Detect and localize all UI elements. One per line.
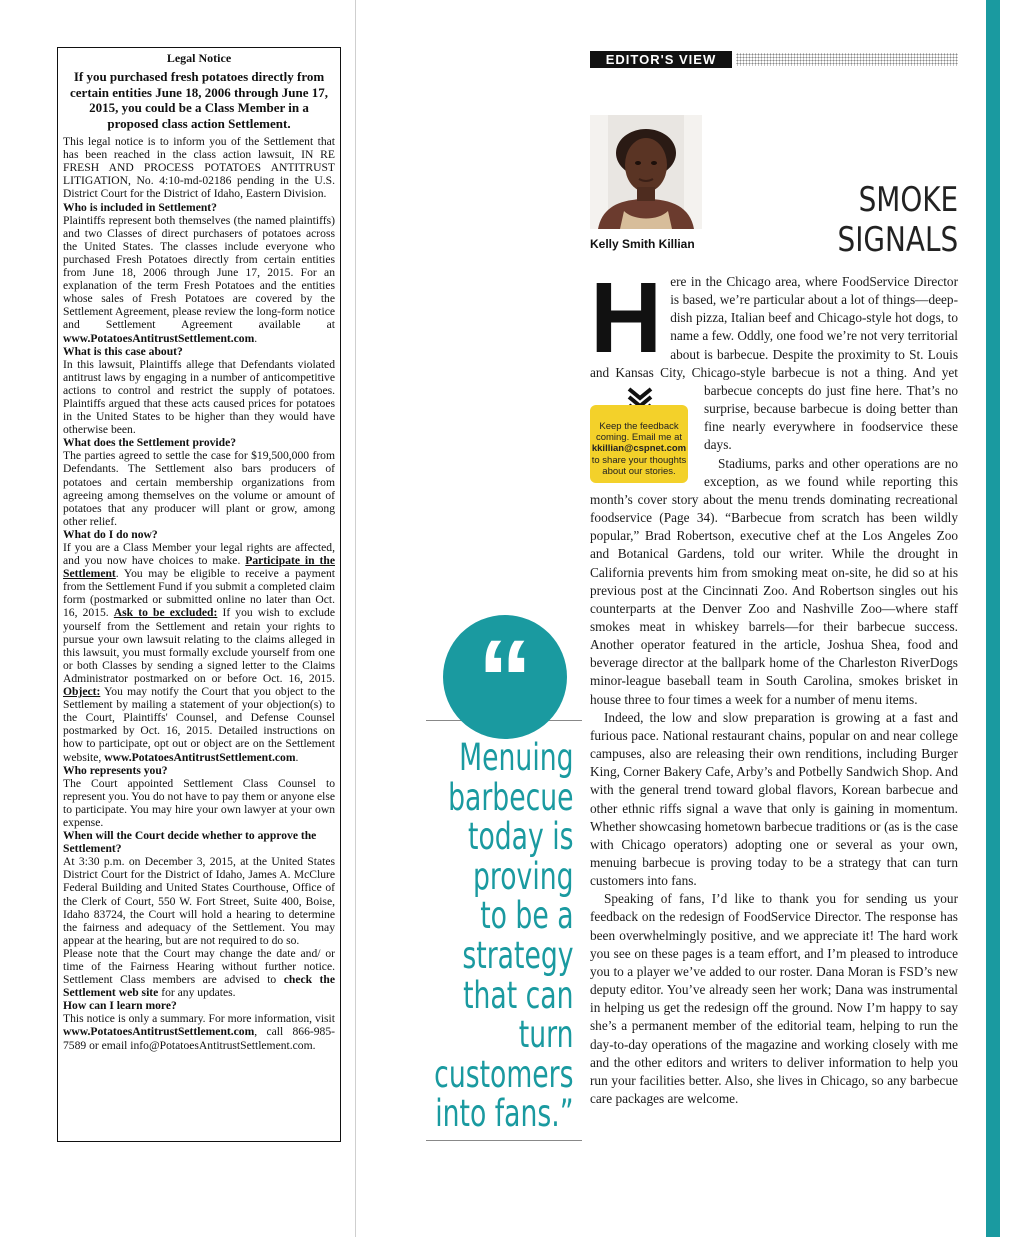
legal-question: What is this case about? bbox=[63, 344, 183, 358]
legal-notice-title: If you purchased fresh potatoes directly from certain entities June 18, 2006 through June 17, 2015, you could be a Class Member in a proposed class action Settlement. bbox=[70, 69, 328, 131]
legal-answer: In this lawsuit, Plaintiffs allege that Defendants violated antitrust laws by engaging in a number of anticompetitive actions to control and restrict the supply of potatoes. Plaintiffs argued that these acts caused prices for potatoes in the United States to be higher than they would have otherwise been. bbox=[63, 357, 335, 437]
settlement-link: www.PotatoesAntitrustSettlement.com bbox=[63, 331, 255, 345]
legal-answer: Plaintiffs represent both themselves (the named plaintiffs) and two Classes of direct purchasers of potatoes across the United States. The classes include everyone who purchased Fresh Potatoes directly from certain entities from June 18, 2006 through June 17, 2015. For an explanation of the term Fresh Potatoes and the entities whose sales of Fresh Potatoes are covered by the Settlement Agreement, please review the long-form notice and Settlement Agreement available at www.PotatoesAntitrustSettlement.com. bbox=[63, 213, 335, 345]
author-photo bbox=[590, 115, 702, 229]
accent-stripe bbox=[986, 0, 1000, 1237]
legal-answer: Please note that the Court may change the date and/ or time of the Fairness Hearing without further notice. Settlement Class members are advised to check the Settlement web site for any updates. bbox=[63, 946, 336, 1000]
legal-question: What do I do now? bbox=[63, 527, 158, 541]
participate-label: Participate in the Settlement bbox=[63, 554, 335, 581]
legal-question: Who represents you? bbox=[63, 763, 168, 777]
section-label: EDITOR'S VIEW bbox=[590, 51, 732, 68]
pull-quote-line: today is bbox=[468, 815, 574, 859]
feedback-email[interactable]: kkillian@cspnet.com bbox=[591, 443, 687, 455]
author-name: Kelly Smith Killian bbox=[590, 237, 695, 251]
page-gutter-line bbox=[355, 0, 356, 1237]
object-label: Object: bbox=[63, 685, 101, 699]
legal-answer: If you are a Class Member your legal rights are affected, and you now have choices to make. Participate in the Settlement. You may be eligible to receive a payment from the Settlement Fund if you submit a completed claim form (postmarked or submitted online no later than Oct. 16, 2015. Ask to be excluded: If you wish to exclude yourself from the Settlement and retain your rights to pursue your own lawsuit relating to the claims alleged in this lawsuit, you must formally exclude yourself from one or both Classes by sending a signed letter to the Claims Administrator postmarked on or before Oct. 16, 2015. Object: You may notify the Court that you object to the Settlement by mailing a statement of your objection(s) to the Court, Plaintiffs' Counsel, and Defense Counsel postmarked by Oct. 16, 2015. Detailed instructions on how to participate, opt out or object are on the Settlement website, www.PotatoesAntitrustSettlement.com. bbox=[63, 541, 335, 764]
pull-quote-line: to be a bbox=[480, 894, 574, 938]
legal-intro: This legal notice is to inform you of the Settlement that has been reached in the class action lawsuit, IN RE FRESH AND PROCESS POTATOES ANTITRUST LITIGATION, No. 4:10-md-02186 pending in the U.S. District Court for the District of Idaho, Eastern Division. bbox=[63, 135, 335, 201]
pull-quote-line: proving bbox=[473, 854, 574, 898]
article-headline bbox=[837, 180, 958, 260]
article-body bbox=[590, 262, 958, 1108]
article-paragraph: Indeed, the low and slow preparation is growing at a fast and furious pace. National restaurant chains, popular on and near college campuses, also are releasing their own renditions, including Burger King, Corner Bakery Cafe, Arby’s and Potbelly Sandwich Shop. And with the general trend toward global flavors, Korean barbecue and other ethnic riffs signal a wave that only is gaining in momentum. Whether showcasing hometown barbecue traditions or (as is the case with Chicago operators) adopting one or several as your own, menuing barbecue is proving today to be a strategy that can turn customers into fans. bbox=[590, 709, 958, 889]
pull-quote bbox=[435, 738, 574, 1134]
legal-notice bbox=[57, 47, 341, 1142]
dotted-rule bbox=[736, 53, 958, 66]
pull-quote-line: strategy bbox=[462, 933, 574, 977]
drop-cap: H bbox=[590, 262, 663, 374]
pull-quote-line: barbecue bbox=[448, 775, 574, 819]
headline-line: SIGNALS bbox=[837, 220, 958, 260]
settlement-link: www.PotatoesAntitrustSettlement.com bbox=[104, 750, 296, 764]
callout-box: Keep the feedback coming. Email me at kkillian@cspnet.com to share your thoughts about our stories. bbox=[590, 405, 688, 483]
pull-quote-line: that can bbox=[463, 973, 574, 1017]
pull-quote-line: turn bbox=[519, 1013, 574, 1057]
exclude-label: Ask to be excluded: bbox=[113, 606, 218, 620]
legal-question: Who is included in Settlement? bbox=[63, 200, 217, 214]
pull-quote-rule bbox=[426, 1140, 582, 1141]
legal-answer: This notice is only a summary. For more information, visit www.PotatoesAntitrustSettlement.com, call 866-985-7589 or email info@PotatoesAntitrustSettlement.com. bbox=[63, 1012, 335, 1052]
legal-answer: The parties agreed to settle the case for $19,500,000 from Defendants. The Settlement also bars producers of potatoes and certain membership organizations from agreeing among themselves on the volume or amount of potatoes that any producer will plant or grow, among other relief. bbox=[63, 449, 335, 528]
legal-answer: The Court appointed Settlement Class Counsel to represent you. You do not have to pay them or anyone else to participate. You may hire your own lawyer at your own expense. bbox=[63, 776, 335, 829]
legal-notice-heading: Legal Notice bbox=[166, 51, 232, 65]
legal-question: How can I learn more? bbox=[63, 999, 177, 1013]
pull-quote-line: into fans.” bbox=[435, 1092, 574, 1136]
legal-answer: At 3:30 p.m. on December 3, 2015, at the United States District Court for the District of Idaho, James A. McClure Federal Building and United States Courthouse, Office of the Clerk of Court, 550 W. Fort Street, Suite 400, Boise, Idaho 83724, the Court will hold a hearing to determine the fairness and adequacy of the Settlement. You may appear at the hearing, but are not required to do so. bbox=[63, 855, 335, 947]
pull-quote-line: Menuing bbox=[459, 736, 574, 779]
legal-question: When will the Court decide whether to approve the Settlement? bbox=[63, 829, 317, 856]
quote-icon: “ bbox=[443, 615, 567, 739]
settlement-link: www.PotatoesAntitrustSettlement.com bbox=[63, 1025, 255, 1039]
section-header bbox=[590, 51, 958, 68]
pull-quote-line: customers bbox=[434, 1052, 574, 1096]
feedback-callout bbox=[590, 391, 694, 483]
legal-question: What does the Settlement provide? bbox=[63, 436, 237, 450]
headline-line: SMOKE bbox=[858, 180, 958, 220]
article-paragraph: ere in the Chicago area, where FoodService Director is based, we’re particular about a lot of things—deep-dish pizza, Italian beef and Chicago-style hot dogs, to name a few. Oddly, one food we’re not very territorial about is barbecue. Despite the proximity to St. Louis and Kansas City, Chicago-style barbecue is not a thing. And yet barbecue concepts do just fine here. That’s no surprise, because barbecue is doing better than fine nearly everywhere in foodservice these days. bbox=[590, 274, 958, 453]
article-paragraph: Speaking of fans, I’d like to thank you for sending us your feedback on the redesign of FoodService Director. The response has been overwhelmingly positive, and we appreciate it! The hard work you see on these pages is a team effort, and I’m pleased to introduce you to a player we’ve added to our roster. Dana Moran is FSD’s new deputy editor. You’ve already seen her work; Dana was instrumental in helping us get the redesign off the ground. Now I’m happy to say she’s a permanent member of the editorial team, helping to run the day-to-day operations of the magazine and working closely with me and the other editors and writers to deliver information to help you run your facilities better. Also, she lives in Chicago, so any barbecue care packages are welcome. bbox=[590, 891, 958, 1107]
article-paragraph: Stadiums, parks and other operations are no exception, as we found while reporting this month’s cover story about the menu trends dominating recreational foodservice (Page 34). “Barbecue from scratch has been wildly popular,” Brad Robertson, executive chef at the Los Angeles Zoo and Botanical Gardens, told our writer. While the drought in California prevents him from smoking meat on-site, he did so at his previous post at the Cincinnati Zoo. And Robertson singles out his counterparts at the Denver Zoo and Nashville Zoo—where staff smokes meat in whiskey barrels—for their barbecue success. Another operator featured in the article, Joshua Shea, food and beverage director at the ballpark home of the Charleston RiverDogs minor-league baseball team in South Carolina, smokes brisket in house three to four times a week for a number of menu items. bbox=[590, 455, 958, 707]
